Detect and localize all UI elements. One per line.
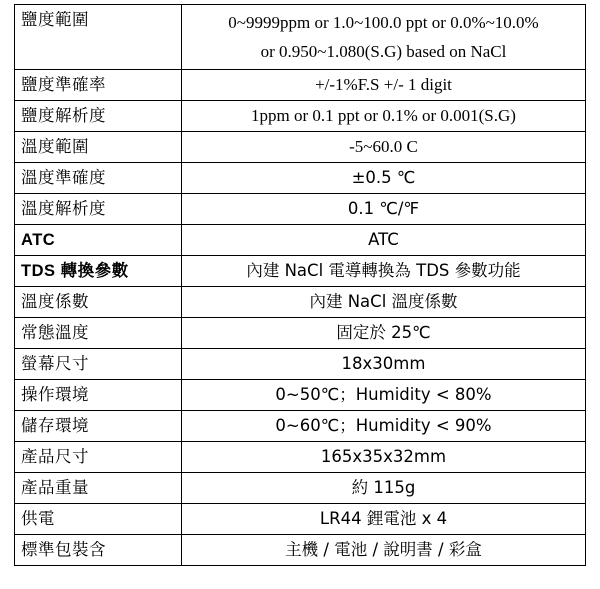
row-label: 鹽度範圍 (15, 5, 182, 70)
table-row-temperature-resolution (15, 194, 586, 225)
row-value: 0.1 ℃/℉ (182, 194, 586, 225)
row-value (182, 5, 586, 70)
row-value: -5~60.0 C (182, 132, 586, 163)
row-label: 標準包裝含 (15, 535, 182, 566)
row-value: ±0.5 ℃ (182, 163, 586, 194)
row-label: 螢幕尺寸 (15, 349, 182, 380)
row-value: 1ppm or 0.1 ppt or 0.1% or 0.001(S.G) (182, 101, 586, 132)
value-line: or 0.950~1.080(S.G) based on NaCl (260, 42, 507, 61)
table-row-storage-environment (15, 411, 586, 442)
table-row-operating-environment (15, 380, 586, 411)
row-label: ATC (15, 225, 182, 256)
table-row-temperature-coefficient (15, 287, 586, 318)
table-row-salinity-range (15, 5, 586, 70)
row-label: 溫度解析度 (15, 194, 182, 225)
row-value: 內建 NaCl 電導轉換為 TDS 參數功能 (182, 256, 586, 287)
row-label: 鹽度解析度 (15, 101, 182, 132)
table-row-temperature-accuracy (15, 163, 586, 194)
row-label: 常態溫度 (15, 318, 182, 349)
table-row-product-weight (15, 473, 586, 504)
row-value: +/-1%F.S +/- 1 digit (182, 70, 586, 101)
table-row-salinity-resolution (15, 101, 586, 132)
row-label: 儲存環境 (15, 411, 182, 442)
row-value: 主機 / 電池 / 說明書 / 彩盒 (182, 535, 586, 566)
row-value: 0~60℃；Humidity < 90% (182, 411, 586, 442)
row-label: TDS 轉換參數 (15, 256, 182, 287)
row-value: 165x35x32mm (182, 442, 586, 473)
table-row-screen-size (15, 349, 586, 380)
row-value: 內建 NaCl 溫度係數 (182, 287, 586, 318)
row-value: LR44 鋰電池 x 4 (182, 504, 586, 535)
row-label: 溫度係數 (15, 287, 182, 318)
table-row-temperature-range (15, 132, 586, 163)
row-label: 供電 (15, 504, 182, 535)
value-line: 0~9999ppm or 1.0~100.0 ppt or 0.0%~10.0% (228, 13, 539, 32)
table-row-tds-conversion (15, 256, 586, 287)
row-label: 溫度範圍 (15, 132, 182, 163)
specification-table (14, 4, 586, 566)
table-row-product-dimensions (15, 442, 586, 473)
table-row-package-contents (15, 535, 586, 566)
row-label: 產品尺寸 (15, 442, 182, 473)
row-label: 操作環境 (15, 380, 182, 411)
table-row-power-supply (15, 504, 586, 535)
row-value: 0~50℃；Humidity < 80% (182, 380, 586, 411)
table-row-salinity-accuracy (15, 70, 586, 101)
row-value: ATC (182, 225, 586, 256)
row-value: 約 115g (182, 473, 586, 504)
row-label: 產品重量 (15, 473, 182, 504)
row-label: 溫度準確度 (15, 163, 182, 194)
row-value: 固定於 25℃ (182, 318, 586, 349)
table-row-reference-temperature (15, 318, 586, 349)
row-label: 鹽度準確率 (15, 70, 182, 101)
table-row-atc (15, 225, 586, 256)
row-value: 18x30mm (182, 349, 586, 380)
